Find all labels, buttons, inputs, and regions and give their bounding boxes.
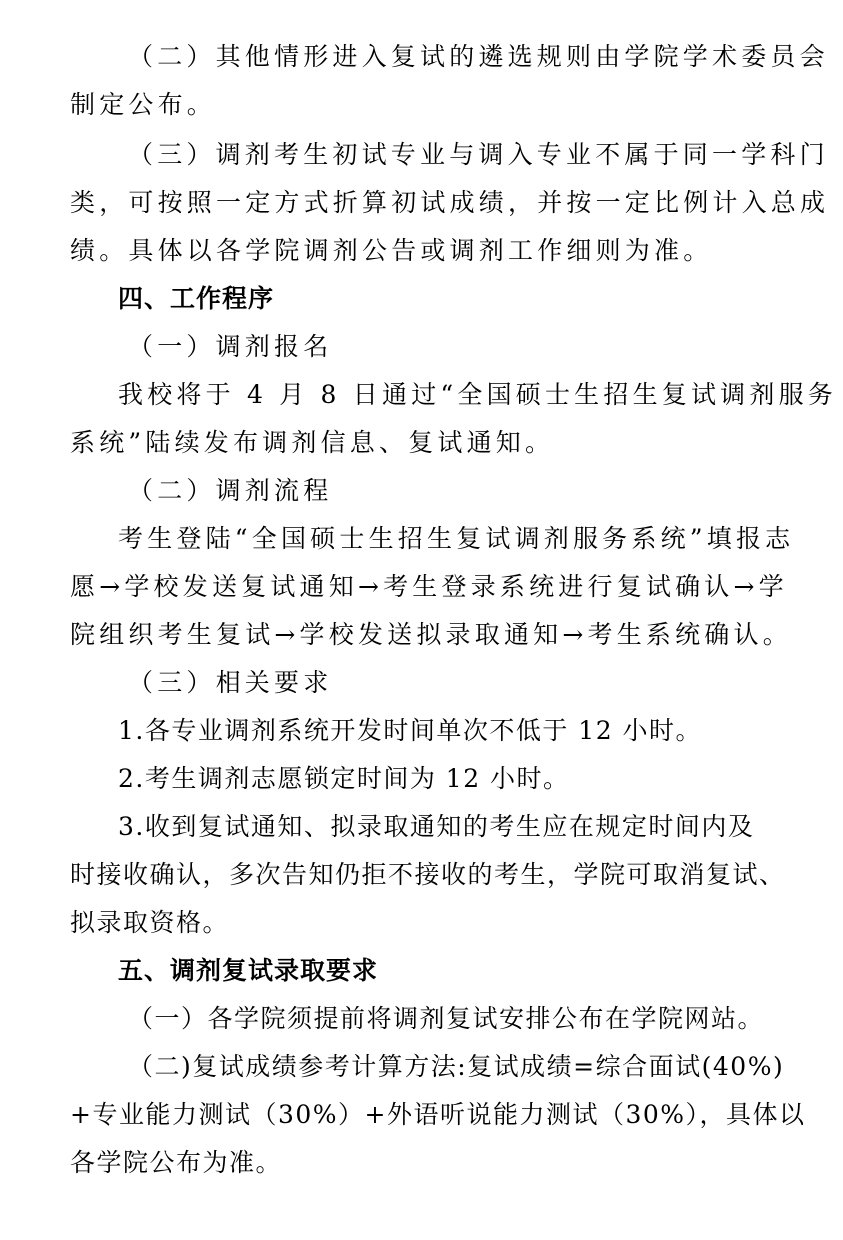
paragraph-line: （三）调剂考生初试专业与调入专业不属于同一学科门 — [128, 140, 829, 169]
paragraph-line: 时接收确认，多次告知仍拒不接收的考生，学院可取消复试、 — [70, 860, 786, 889]
paragraph-line: （二)复试成绩参考计算方法:复试成绩=综合面试(40%) — [128, 1052, 785, 1081]
paragraph-line: 拟录取资格。 — [70, 908, 230, 937]
list-item: 2.考生调剂志愿锁定时间为 12 小时。 — [118, 764, 570, 793]
paragraph-line: 制定公布。 — [70, 90, 217, 119]
paragraph-line: 院组织考生复试→学校发送拟录取通知→考生系统确认。 — [70, 620, 792, 649]
list-item: 3.收到复试通知、拟录取通知的考生应在规定时间内及 — [118, 812, 755, 841]
subsection-heading: （二）调剂流程 — [128, 476, 333, 505]
paragraph-line: 类，可按照一定方式折算初试成绩，并按一定比例计入总成 — [70, 188, 830, 217]
section-heading: 四、工作程序 — [118, 284, 275, 313]
paragraph-line: 考生登陆“全国硕士生招生复试调剂服务系统”填报志 — [118, 524, 795, 553]
paragraph-line: （一）各学院须提前将调剂复试安排公布在学院网站。 — [128, 1004, 765, 1033]
paragraph-line: 绩。具体以各学院调剂公告或调剂工作细则为准。 — [70, 236, 713, 265]
paragraph-line: 愿→学校发送复试通知→考生登录系统进行复试确认→学 — [70, 572, 788, 601]
list-item: 1.各专业调剂系统开发时间单次不低于 12 小时。 — [118, 716, 703, 745]
paragraph-line: （二）其他情形进入复试的遴选规则由学院学术委员会 — [128, 42, 829, 71]
subsection-heading: （三）相关要求 — [128, 668, 333, 697]
section-heading: 五、调剂复试录取要求 — [118, 956, 379, 985]
paragraph-line: 系统”陆续发布调剂信息、复试通知。 — [70, 428, 555, 457]
paragraph-line: +专业能力测试（30%）+外语听说能力测试（30%），具体以 — [70, 1100, 806, 1129]
subsection-heading: （一）调剂报名 — [128, 332, 333, 361]
paragraph-line: 各学院公布为准。 — [70, 1148, 283, 1177]
paragraph-line: 我校将于 4 月 8 日通过“全国硕士生招生复试调剂服务 — [118, 380, 837, 409]
